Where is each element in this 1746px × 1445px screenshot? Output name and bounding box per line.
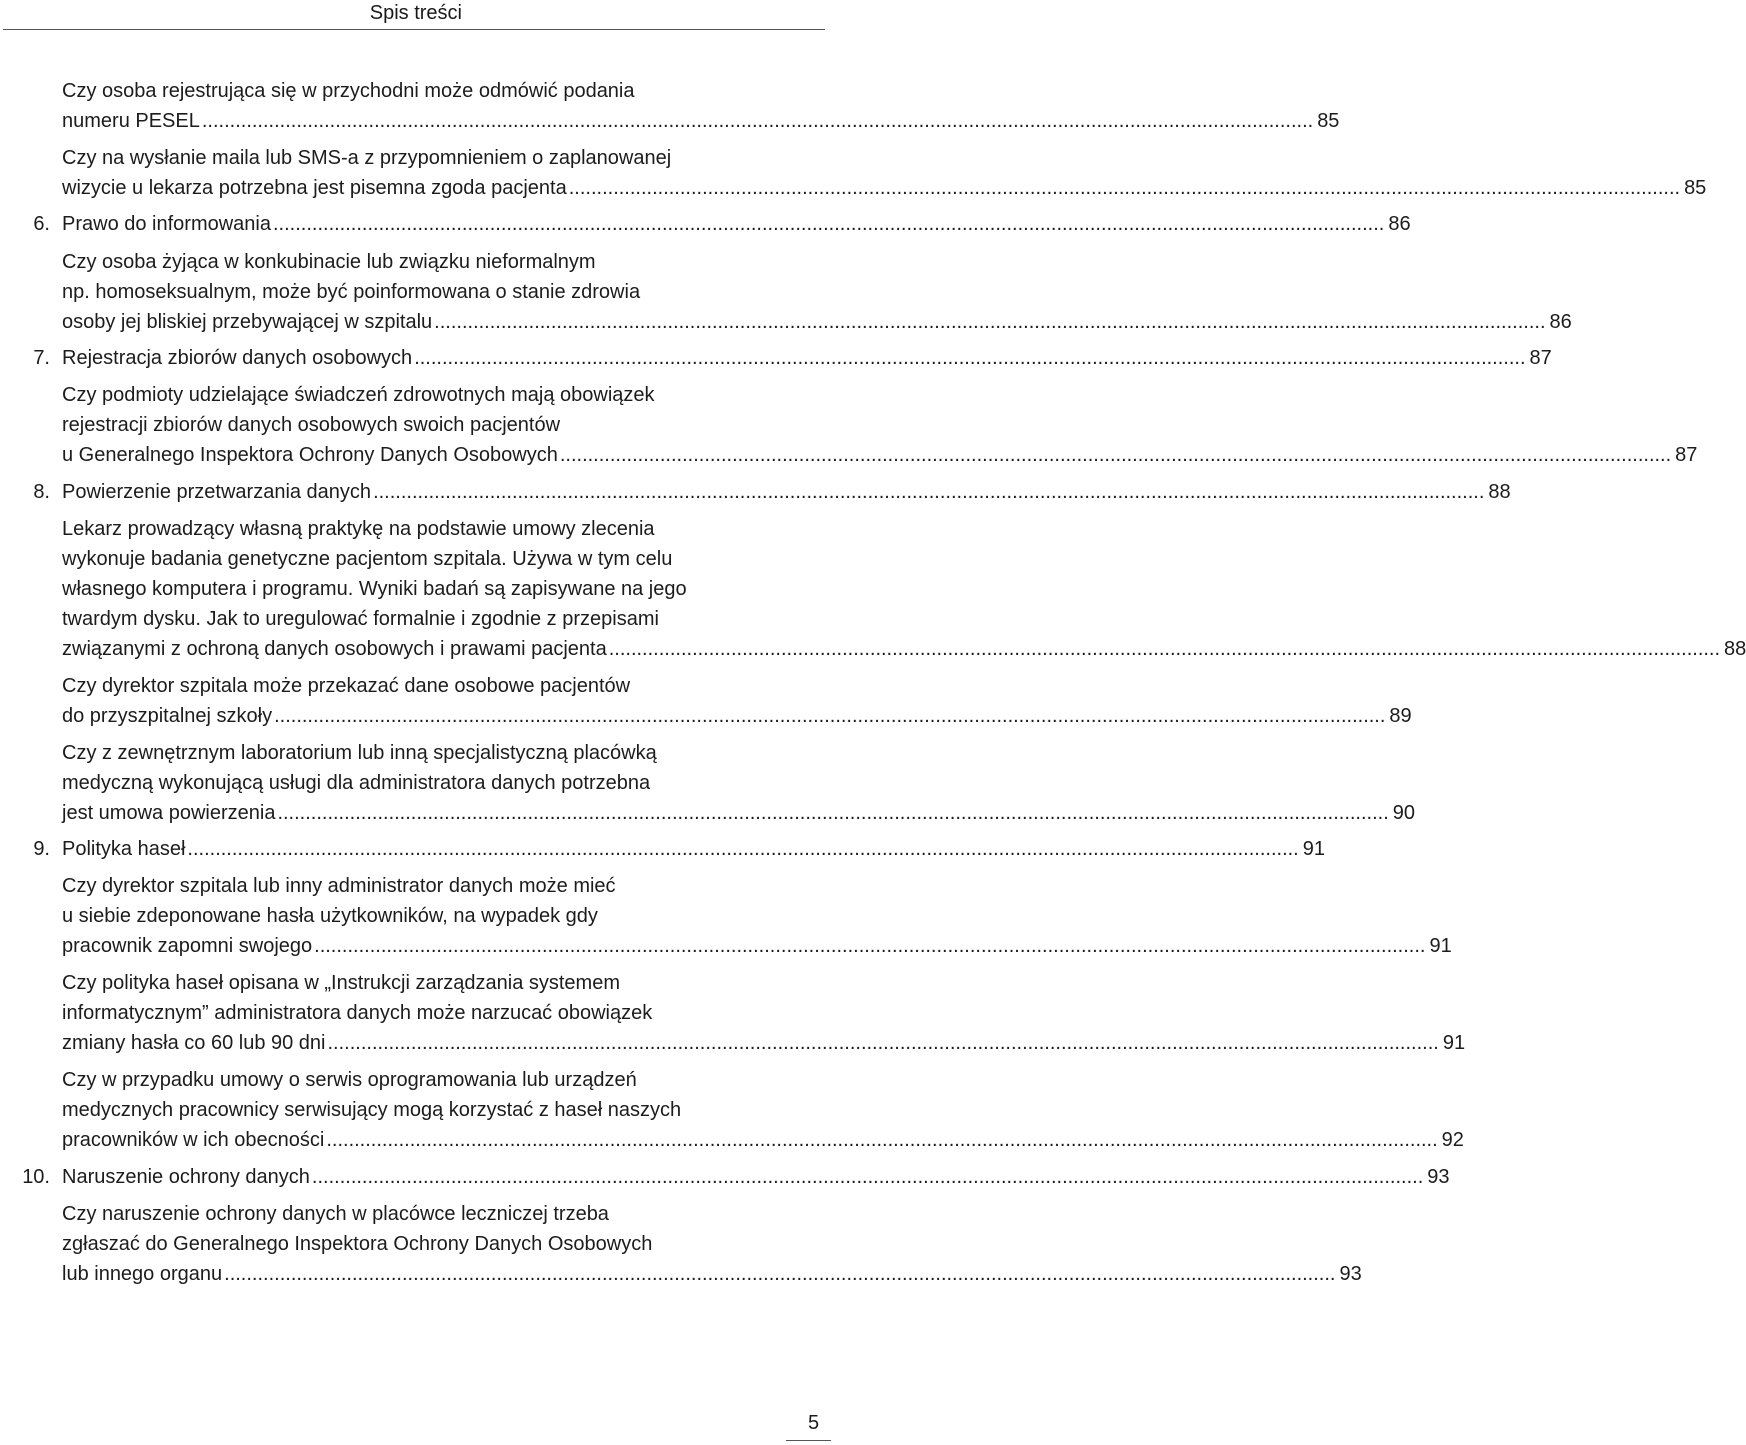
toc-page-number: 90 [1392,802,1416,824]
toc-entry-text-line: Prawo do informowania [62,213,271,235]
dot-leader: ........................................................................................................................................................................................................ [559,444,1672,466]
running-header-title: Spis treści [369,2,462,24]
toc-entry-text-line: pracowników w ich obecności [62,1129,325,1151]
toc-entry-text-line: Czy podmioty udzielające świadczeń zdrowotnych mają obowiązek [62,384,655,406]
toc-entry-text-line: Czy dyrektor szpitala może przekazać dane osobowe pacjentów [62,675,631,697]
toc-entry-last-line [62,444,1698,467]
page-number: 5 [808,1412,820,1434]
toc-page-number: 88 [1488,481,1511,503]
toc-entry-number: 10. [22,1166,50,1188]
toc-entry-last-line [62,838,1325,861]
toc-entry-last-line [62,935,1452,958]
toc-entry-text-line: Naruszenie ochrony danych [62,1166,310,1188]
toc-entry-text-line: własnego komputera i programu. Wyniki badań są zapisywane na jego [62,578,687,600]
toc-page-number: 86 [1549,311,1572,333]
toc-page-number: 85 [1684,177,1707,199]
dot-leader: ........................................................................................................................................................................................................ [568,177,1681,199]
toc-entry-text-line: medyczną wykonującą usługi dla administratora danych potrzebna [62,772,651,794]
toc-entry-text-line: Czy na wysłanie maila lub SMS-a z przypomnieniem o zaplanowanej [62,147,672,169]
toc-page-number: 85 [1317,110,1340,132]
toc-entry-text-line: jest umowa powierzenia [62,802,276,824]
toc-entry-text-line: np. homoseksualnym, może być poinformowana o stanie zdrowia [62,281,641,303]
toc-entry-text-line: Czy polityka haseł opisana w „Instrukcji zarządzania systemem [62,972,620,994]
toc-entry-last-line [62,110,1340,133]
toc-entry-text-line: rejestracji zbiorów danych osobowych swoich pacjentów [62,414,561,436]
dot-leader: ........................................................................................................................................................................................................ [277,802,1389,824]
toc-entry-last-line [62,705,1412,728]
toc-entry-text-line: medycznych pracownicy serwisujący mogą korzystać z haseł naszych [62,1099,682,1121]
dot-leader: ........................................................................................................................................................................................................ [434,311,1546,333]
toc-entry-text-line: Czy w przypadku umowy o serwis oprogramowania lub urządzeń [62,1069,637,1091]
toc-entry-text-line: informatycznym” administratora danych może narzucać obowiązek [62,1002,653,1024]
toc-entry-text-line: osoby jej bliskiej przebywającej w szpitalu [62,311,433,333]
toc-entry-last-line [62,481,1511,504]
toc-page-number: 86 [1388,213,1411,235]
toc-entry-last-line [62,1129,1464,1152]
toc-entry-number: 7. [33,347,50,369]
dot-leader: ........................................................................................................................................................................................................ [373,481,1485,503]
toc-entry-number: 9. [33,838,50,860]
toc-page-number: 91 [1429,935,1452,957]
toc-entry-text-line: Czy osoba rejestrująca się w przychodni może odmówić podania [62,80,635,102]
toc-entry-text-line: wizycie u lekarza potrzebna jest pisemna zgoda pacjenta [62,177,567,199]
toc-entry-text-line: lub innego organu [62,1263,223,1285]
toc-entry-text-line: twardym dysku. Jak to uregulować formalnie i zgodnie z przepisami [62,608,659,630]
toc-page-number: 88 [1724,638,1746,660]
dot-leader: ........................................................................................................................................................................................................ [224,1263,1336,1285]
toc-page-number: 93 [1427,1166,1450,1188]
toc-entry-last-line [62,177,1707,200]
dot-leader: ........................................................................................................................................................................................................ [608,638,1721,660]
toc-entry-text-line: związanymi z ochroną danych osobowych i prawami pacjenta [62,638,607,660]
dot-leader: ........................................................................................................................................................................................................ [273,213,1385,235]
toc-entry-last-line [62,213,1411,236]
toc-entry-text-line: numeru PESEL [62,110,200,132]
toc-entry-text-line: zgłaszać do Generalnego Inspektora Ochrony Danych Osobowych [62,1233,653,1255]
toc-page-number: 92 [1441,1129,1464,1151]
toc-entry-text-line: Polityka haseł [62,838,186,860]
toc-entry-text-line: u Generalnego Inspektora Ochrony Danych Osobowych [62,444,558,466]
toc-entry-last-line [62,638,1746,661]
toc-entry-number: 8. [33,481,50,503]
toc-entry-last-line [62,1166,1450,1189]
toc-entry-text-line: Lekarz prowadzący własną praktykę na podstawie umowy zlecenia [62,518,655,540]
toc-entry-text-line: zmiany hasła co 60 lub 90 dni [62,1032,326,1054]
toc-entry-last-line [62,1263,1362,1286]
toc-entry-last-line [62,311,1572,334]
toc-entry-text-line: Czy osoba żyjąca w konkubinacie lub związku nieformalnym [62,251,596,273]
toc-page-number: 93 [1339,1263,1362,1285]
dot-leader: ........................................................................................................................................................................................................ [326,1129,1438,1151]
toc-entry-text-line: Czy naruszenie ochrony danych w placówce leczniczej trzeba [62,1203,609,1225]
toc-entry-text-line: do przyszpitalnej szkoły [62,705,273,727]
toc-entry-last-line [62,802,1416,825]
dot-leader: ........................................................................................................................................................................................................ [314,935,1426,957]
toc-entry-number: 6. [33,213,50,235]
dot-leader: ........................................................................................................................................................................................................ [327,1032,1439,1054]
dot-leader: ........................................................................................................................................................................................................ [274,705,1386,727]
dot-leader: ........................................................................................................................................................................................................ [414,347,1526,369]
toc-entry-text-line: Czy dyrektor szpitala lub inny administrator danych może mieć [62,875,616,897]
header-divider [3,29,825,30]
dot-leader: ........................................................................................................................................................................................................ [311,1166,1424,1188]
dot-leader: ........................................................................................................................................................................................................ [187,838,1299,860]
toc-page-number: 91 [1302,838,1325,860]
toc-entry-text-line: Czy z zewnętrznym laboratorium lub inną specjalistyczną placówką [62,742,657,764]
footer-divider [786,1440,831,1441]
toc-page-number: 87 [1529,347,1552,369]
toc-page-number: 91 [1442,1032,1466,1054]
toc-entry-last-line [62,1032,1466,1055]
toc-entry-text-line: wykonuje badania genetyczne pacjentom szpitala. Używa w tym celu [62,548,673,570]
toc-page-number: 87 [1675,444,1698,466]
toc-entry-last-line [62,347,1552,370]
toc-entry-text-line: pracownik zapomni swojego [62,935,313,957]
toc-entry-text-line: Powierzenie przetwarzania danych [62,481,372,503]
toc-entry-text-line: u siebie zdeponowane hasła użytkowników, na wypadek gdy [62,905,598,927]
toc-page-number: 89 [1389,705,1412,727]
dot-leader: ........................................................................................................................................................................................................ [201,110,1314,132]
toc-entry-text-line: Rejestracja zbiorów danych osobowych [62,347,413,369]
